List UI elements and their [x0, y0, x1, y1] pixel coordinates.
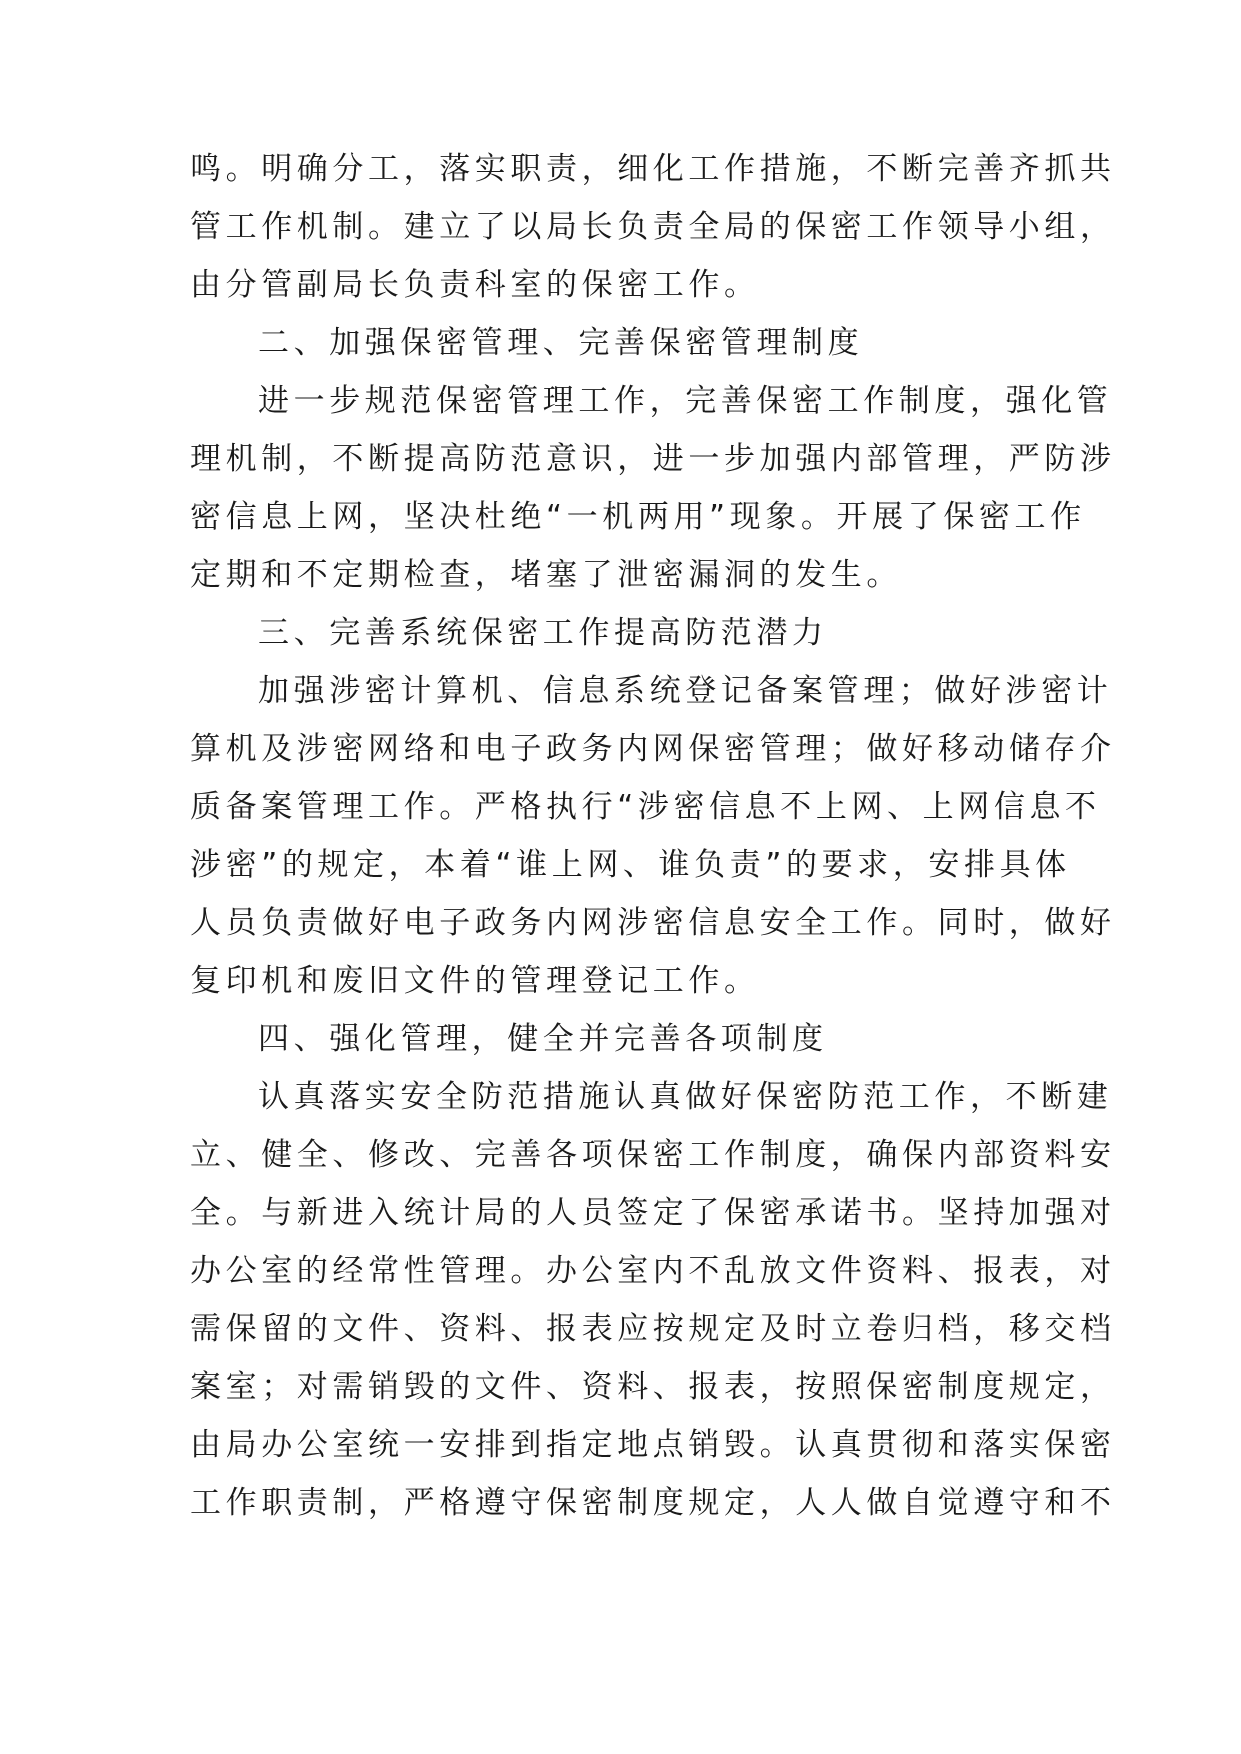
paragraph-line: 理机制，不断提高防范意识，进一步加强内部管理，严防涉	[190, 441, 1116, 477]
paragraph-line: 立、健全、修改、完善各项保密工作制度，确保内部资料安	[190, 1137, 1116, 1173]
paragraph-line: 全。与新进入统计局的人员签定了保密承诺书。坚持加强对	[190, 1195, 1116, 1231]
paragraph-line: 需保留的文件、资料、报表应按规定及时立卷归档，移交档	[190, 1311, 1116, 1347]
paragraph-line: 办公室的经常性管理。办公室内不乱放文件资料、报表，对	[190, 1253, 1116, 1289]
paragraph-line: 人员负责做好电子政务内网涉密信息安全工作。同时，做好	[190, 905, 1116, 941]
section-heading: 四、强化管理，健全并完善各项制度	[258, 1021, 828, 1057]
section-heading: 三、完善系统保密工作提高防范潜力	[258, 615, 828, 651]
paragraph-line: 由分管副局长负责科室的保密工作。	[190, 267, 760, 303]
paragraph-line: 案室；对需销毁的文件、资料、报表，按照保密制度规定，	[190, 1369, 1116, 1405]
paragraph-line: 加强涉密计算机、信息系统登记备案管理；做好涉密计	[258, 673, 1113, 709]
paragraph-line: 认真落实安全防范措施认真做好保密防范工作，不断建	[258, 1079, 1113, 1115]
paragraph-line: 工作职责制，严格遵守保密制度规定，人人做自觉遵守和不	[190, 1485, 1116, 1521]
paragraph-line: 由局办公室统一安排到指定地点销毁。认真贯彻和落实保密	[190, 1427, 1116, 1463]
section-heading: 二、加强保密管理、完善保密管理制度	[258, 325, 864, 361]
paragraph-line: 鸣。明确分工，落实职责，细化工作措施，不断完善齐抓共	[190, 151, 1116, 187]
paragraph-line: 定期和不定期检查，堵塞了泄密漏洞的发生。	[190, 557, 902, 593]
paragraph-line: 复印机和废旧文件的管理登记工作。	[190, 963, 760, 999]
paragraph-line: 质备案管理工作。严格执行“涉密信息不上网、上网信息不	[190, 789, 1101, 825]
paragraph-line: 算机及涉密网络和电子政务内网保密管理；做好移动储存介	[190, 731, 1116, 767]
paragraph-line: 进一步规范保密管理工作，完善保密工作制度，强化管	[258, 383, 1113, 419]
paragraph-line: 管工作机制。建立了以局长负责全局的保密工作领导小组，	[190, 209, 1116, 245]
document-body	[190, 140, 1116, 1532]
paragraph-line: 密信息上网，坚决杜绝“一机两用”现象。开展了保密工作	[190, 499, 1086, 535]
paragraph-line: 涉密”的规定，本着“谁上网、谁负责”的要求，安排具体	[190, 847, 1071, 883]
